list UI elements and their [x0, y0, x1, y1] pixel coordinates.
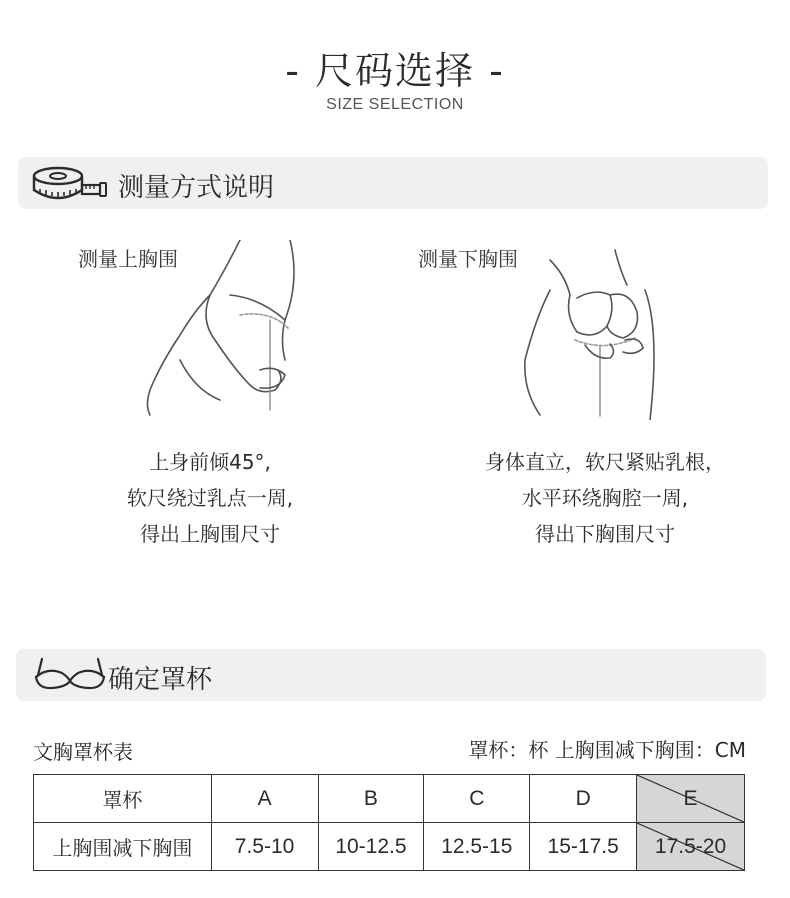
upper-bust-line-2: 软尺绕过乳点一周,	[126, 486, 294, 510]
header-cell-d: D	[530, 775, 637, 823]
unit-note: 罩杯：杯 上胸围减下胸围：CM	[468, 738, 746, 762]
upper-bust-illustration	[140, 240, 310, 420]
table-row	[34, 775, 745, 823]
value-cell-a: 7.5-10	[211, 823, 318, 871]
upper-bust-line-3: 得出上胸围尺寸	[140, 522, 280, 546]
measure-section-title: 测量方式说明	[118, 173, 275, 203]
header-cell-a: A	[211, 775, 318, 823]
cup-section-title: 确定罩杯	[108, 665, 213, 695]
under-bust-illustration	[515, 240, 675, 420]
value-cell-c: 12.5-15	[424, 823, 530, 871]
under-bust-line-2: 水平环绕胸腔一周,	[521, 486, 689, 510]
header-cell-e	[637, 775, 745, 823]
cup-size-table	[33, 774, 745, 871]
upper-bust-title: 测量上胸围	[78, 247, 178, 271]
measuring-tape-icon	[30, 165, 110, 201]
header-cell-b: B	[318, 775, 424, 823]
header-cell-cup: 罩杯	[34, 775, 212, 823]
upper-bust-instructions	[60, 444, 360, 552]
table-row	[34, 823, 745, 871]
cup-section-header	[16, 649, 766, 701]
upper-bust-line-1: 上身前倾45°,	[149, 450, 271, 474]
header-cell-e-label: E	[683, 786, 698, 810]
page-title: - 尺码选择 -	[285, 49, 505, 93]
header-cell-c: C	[424, 775, 530, 823]
under-bust-line-3: 得出下胸围尺寸	[535, 522, 675, 546]
under-bust-instructions	[450, 444, 760, 552]
under-bust-line-1: 身体直立，软尺紧贴乳根，	[485, 450, 725, 474]
bra-icon	[32, 657, 108, 691]
table-caption: 文胸罩杯表	[33, 740, 133, 764]
value-cell-d: 15-17.5	[530, 823, 637, 871]
value-cell-label: 上胸围减下胸围	[34, 823, 212, 871]
under-bust-title: 测量下胸围	[418, 247, 518, 271]
page-subtitle: SIZE SELECTION	[326, 96, 464, 113]
value-cell-e-label: 17.5-20	[654, 834, 727, 858]
value-cell-b: 10-12.5	[318, 823, 424, 871]
value-cell-e	[637, 823, 745, 871]
measure-section-header	[18, 157, 768, 209]
